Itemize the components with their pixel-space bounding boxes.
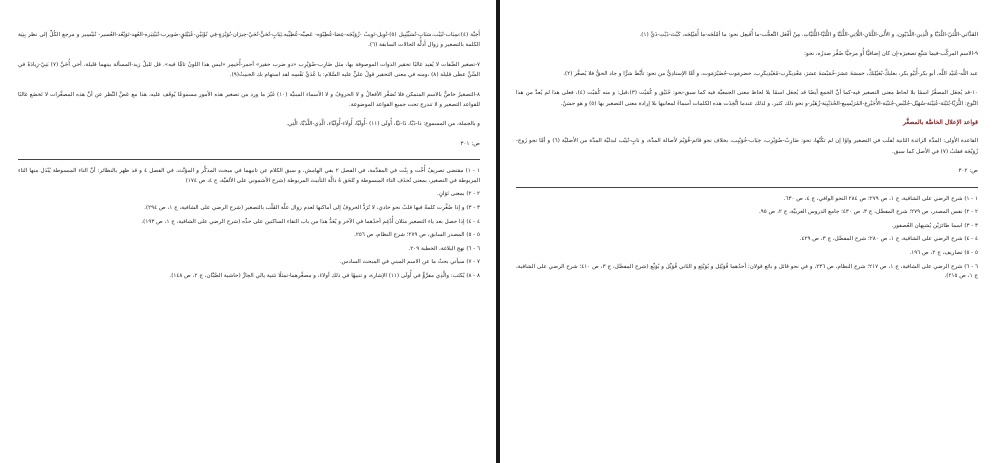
right-page-number: ص: ٣٠٢: [958, 168, 978, 175]
right-paragraph-4: ١٠-قد يُجعَل المصغَّرُ اسمًا بلا لحاظ معنى التصغير فيه-كما أنَّ الجمع أيضًا قد يُجعَل اسمًا بلا لحاظ معنى الجمعيَّة فيه كما سبق-نحو: جُنَيْق و كُمَيْت (٣)،قيل: و منه كُمَيْت (٤)، فعلى هذا لم يُعدَّ من هذا النَّوع: الثُّرَيَّا-بُتَيْنَة-عُيَيْنَة-سُهَيْل-جُلَيْس-جُنَيْبَة-الأُجَيْرِع-المُرَيْسِيع-الحُدَيْبِيَة-زُهَيْر-و نحو ذلك كثير، و لذلك عندما اتُّخِذَت هذه الكلمات أسماءً لمعانيها بلا إرادة معنى التصغير بها (٥) و هو حسَنٌ.: [516, 90, 978, 107]
right-footnote-4: ٤ - ٤) شرح الرضي على الشافية، ج ١، ص ٢٨٠؛ شرح المفصَّل، ج ٣، ص ٤٢٩.: [799, 236, 978, 243]
left-footnote-2: ٢ - ٢) بمعنى تَوَانٍ.: [437, 191, 480, 198]
right-footnote-rule: [516, 187, 978, 188]
right-page: [500, 0, 996, 463]
left-footnote-3: ٣ - ٣) و إذا صُغِّرت كلمةٌ فيها قلبٌ نحو حادي، لا تُرَدُّ الحروفُ إلى أماكنها لعدم زوال علَّة القَلْب بالتصغير (شرح الرضي على الشافية، ج ١، ص ٢٩٤).: [144, 205, 480, 212]
left-footnote-8: ٨ - ٨) يُكتَب: والَّذِي مقرَّوٌّ في أُولَى (١١) الإشارة، و تنبيهًا في ذلك أولاءَ، و مصغَّرهما-تمثلًا تثنية يالي الجارِّ (حاشية الصَّبَّان، ج ٢، ص ١٤٨).: [169, 273, 480, 279]
right-footnote-1: ١ - ١) شرح الرضي على الشافية، ج ١، ص ٢٧٩؛ ص ٢٨٤ النحو الوافي، ج ٤، ص ٦٣٠.: [783, 195, 978, 202]
right-footnotes: [516, 195, 978, 282]
right-paragraph-1: القَذَّاني-اللُّتَيّ-اللَّذَيَّا و الَّذِين-اللَّذَيّون، و الأُلَى-اللَّتَانِ-اللَّاتِي-اللُّتَيَّا و اللَّتَيَّا-اللُّتَيَّاتِ. مِنْ أَفْعَل التَّعجُّب-ما أُفَيعِل نحو: ما أمْلَحَه-ما أُمَيْلِحَه، كَيْتَ-ذَيْتِ-ذَيِّ (١).: [639, 32, 978, 38]
right-paragraph-2: ٩-الاسم المركَّب-فيما شبَّع تصغيرَه-إن كان إضافيًّا أُو مزجيًّا صُغِّر صدرُه، نحو:: [804, 51, 978, 58]
left-paragraph-1: أَخِيَّة (٤):سِبَاب-تُيَيْب.سَبَابٍ-تُسَيِّيْبِيل (٥)-تُوِيل-تَوِيبٌ -زُوَيْجَه-عِصَا-عُطِيّوَه- عَصِيَّه-عُطِيِّيه.ثِيَابٍ-تُحَيُّ-تُحَيْ-حِيرَان-نُوَيْرَةٍ-فِي نُوْيَيْنِ-عُيَيْلِقٍ-ضَويرب-تُبَيْتِيَره-العُهد-تَوَيْعُد-العُسير- تُبَيْسِير و مرجع الكُلِّ إلى نظر بِنِيَة الكلمة بالتصغير و زوال أَدلَّة الحالات السابقة (٦).: [18, 32, 480, 49]
left-page-number: ص: ٣٠١: [460, 140, 480, 147]
left-footnotes: [18, 167, 480, 281]
left-footnote-6: ٦ - ٦) نهج البلاغة، الخطبة ٢٠٩.: [408, 245, 480, 252]
left-footnote-7: ٧ - ٧) سيأتي بحثٌ ما عن الاسم المبني في المبحث السادس.: [339, 259, 480, 266]
left-paragraph-2: ٧-تصغير الصِّفات لا يُفيد غالبًا تحقير الذوات الموصوفة بها، مثل ضَارِب-ضُوَيْرِب «دو ضرب حقير» أحمر-أُحَيمِر «ليس هذا اللونُ تامًّا فيه». قل تَليلٌ زيد-المسألة بينهما قليلة، أخي أُخَيَّ (٧) بَنِيّ-زِيادَةٌ في السِّنِّ عظَى قليلة (٨) ،ومنه في معنى التحقير قولُ عليٍّ عليه السَّلام: يا عُدَيِّ نَفْسِه لقد استهام بك الخبيثُ(٩).: [18, 61, 480, 79]
right-footnote-6: ٦ - ٦) شرح الرضي على الشافية، ج ١، ص ٢١٧؛ شرح النظام، ص ٢٣٦، و في نحو قائل و بائع قولان: أحدُهما قُوَيْئِل و بُوَيْئِع و الثاني قُوَيِّل و بُوَيِّع (شرح المفصَّل، ج ٣، ص ٤١٠؛ شرح الرضي على الشافية، ج ١، ص ٢١٥).: [516, 263, 979, 280]
right-paragraph-3: عبد اللَّه-عُبَيْد اللَّه، أبو بكر-أُبَيْو بكر، بعلبكَّ-بُعَيْلِبَكَّ، خمسَةَ عشرَ-خُمَيْسَةَ عشرَ، مَعْدِيكَرِب-مُعَيْدِيكَرِب، حضرمَوت-حُضَيْرَمَوت، و أمَّا الإسنادِيُّ من نحو: تأَبَّطَ شرًّا و جاد الحقُّ فلا يُصغَّر (٢).: [563, 70, 978, 77]
right-footnote-3: ٣ - ٣) اسما طائرَيْن يُشبِهان العُصفور.: [891, 222, 978, 229]
left-paragraph-3: ٨-التصغيرُ خاصٌّ بالاسم المتمكن فلا تُصَغَّر الأفعالُ و لا الحروفُ و لا الأسماء المبنيَّة (١٠) غَيْرَ ما ورد من تصغير هذه الأمور مسموعًا يُوقَف عليه، هذا مع عَضِّ النَّظر عن أنَّ هذه المصغَّرات لا تَخضَع غالبًا للقواعد التصغير و لا تندرج تحت جميع القواعد الموضوعة.: [18, 91, 480, 109]
right-paragraph-5: القاعدة الأولى: المدَّة الزائدة الثانية تُقلَب في التصغير واوًا إن لم تكُنْها، نحو: ضَارِبٌ-ضُوَيْرِب، خِيَاب-خُوَيْيِب، بخلاف نحو قائم-قُوَيْم لأصالة المدَّة، و نابٍ-نُيَيْب لبدليَّة المدَّة من الأصليَّة (٦) و أمَّا نحو زَوج-زُوَيْجَة فقلبُ (٧) في الأصل كما سبق.: [516, 138, 978, 155]
left-footnote-rule: [18, 159, 480, 160]
left-page: [0, 0, 496, 463]
right-footnote-5: ٥ - ٥) تصاريف، ج ٢، ص ١٩٦.: [909, 250, 978, 257]
left-footnote-5: ٥ - ٥) المصدر السابق، ص ٢٧٩؛ شرح النظام، ص ٢٥٦.: [354, 232, 480, 239]
right-footnote-2: ٢ - ٢) نفس المصدر، ص ٢٧٩؛ شرح المفصَّل، ج ٣، ص ٤٣٠؛ جامع الدروس العربيَّة، ج ٢، ص ٩٥.: [758, 209, 978, 216]
left-paragraph-4: و بالجملة، من المسموع: ذا-ذَيَّا، ذَا-تَيَّا، أُولَى (١١) -أُولَيَّا، أُولَاء-أُولَيَّاء، الَّذِي-اللَّذَيَّا، الَّتِي.: [286, 121, 480, 128]
left-footnote-1: ١ - ١) مقتضى تصريفٌ أُخْت و بِنْت في المقدَّمة، في الفصل ٢ بقي الهامش، و سبق الكلام عن تانيهما في مبحث المذكَّر و المؤنَّث، في الفصل ٤ و قد ظهر بالنظائر: أنَّ التاء المبسوطة يُبْدَل منها التاء المربوطة في التصغير، بمعنى تُحذَف التاء المبسوطة و تُلحَق ةُ دالَّة التأنيث المربوطة (شرح الأشموني على الألفيَّة، ج ٤، ص ١٧٤): [18, 168, 480, 184]
left-footnote-4: ٤ - ٤) إذا حصل بعد ياء التصغير مثلان أُدْغِم أحدُهما في الآخر و يُعَدُّ هذا من باب التقاء الساكنين على حدِّه (شرح الرضي على الشافية، ج ١، ص ١٩٣).: [141, 218, 480, 225]
section-heading: قواعد الإعلال الخاصَّة بالمصغَّر: [903, 119, 978, 127]
